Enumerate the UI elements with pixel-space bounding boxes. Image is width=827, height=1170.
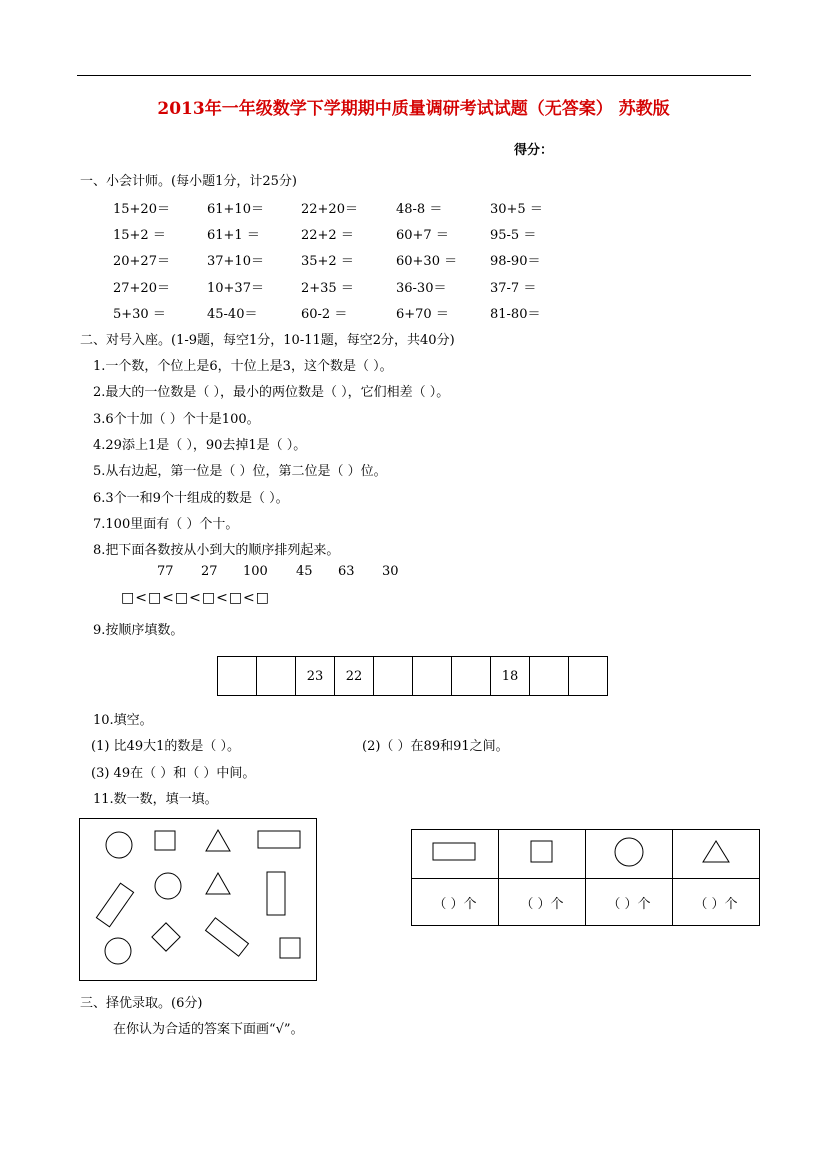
- question-10-3: (3) 49在（ ）和（ ）中间。: [91, 766, 256, 781]
- sequence-cell: 18: [491, 657, 530, 696]
- sequence-cell: 22: [335, 657, 374, 696]
- section3-instruction: 在你认为合适的答案下面画“√”。: [113, 1022, 304, 1037]
- top-rule: [77, 75, 751, 76]
- question-1: 1.一个数，个位上是6，十位上是3，这个数是（ ）。: [93, 359, 393, 374]
- question-5: 5.从右边起，第一位是（ ）位，第二位是（ ）位。: [93, 464, 387, 479]
- order-number: 63: [338, 564, 355, 579]
- arithmetic-item: 81-80＝: [490, 307, 541, 322]
- question-9: 9.按顺序填数。: [93, 623, 184, 638]
- square-icon: [531, 841, 552, 862]
- sequence-cell[interactable]: [413, 657, 452, 696]
- question-10: 10.填空。: [93, 713, 153, 728]
- arithmetic-item: 22+20＝: [301, 202, 358, 217]
- order-number: 100: [243, 564, 268, 579]
- circle-shape: [155, 873, 181, 899]
- sequence-cell[interactable]: [452, 657, 491, 696]
- arithmetic-item: 6+70 ＝: [396, 307, 449, 322]
- question-8: 8.把下面各数按从小到大的顺序排列起来。: [93, 543, 340, 558]
- arithmetic-item: 27+20＝: [113, 281, 170, 296]
- rectangle-shape: [96, 883, 133, 927]
- question-7: 7.100里面有（ ）个十。: [93, 517, 239, 532]
- order-number: 27: [201, 564, 218, 579]
- question-3: 3.6个十加（ ）个十是100。: [93, 412, 260, 427]
- arithmetic-item: 22+2 ＝: [301, 228, 354, 243]
- question-10-2: (2)（ ）在89和91之间。: [362, 739, 509, 754]
- arithmetic-item: 60+7 ＝: [396, 228, 449, 243]
- circle-shape: [106, 832, 132, 858]
- order-answer-boxes: □<□<□<□<□<□: [121, 590, 271, 606]
- arithmetic-item: 61+1 ＝: [207, 228, 260, 243]
- square-shape: [280, 938, 300, 958]
- sequence-cell[interactable]: [257, 657, 296, 696]
- count-header-rectangle: [412, 830, 499, 879]
- arithmetic-item: 36-30＝: [396, 281, 447, 296]
- circle-icon: [615, 838, 643, 866]
- score-label: 得分：: [514, 143, 554, 158]
- arithmetic-item: 20+27＝: [113, 254, 170, 269]
- arithmetic-item: 98-90＝: [490, 254, 541, 269]
- arithmetic-item: 37-7 ＝: [490, 281, 537, 296]
- order-number: 45: [296, 564, 313, 579]
- rectangle-shape: [267, 872, 285, 915]
- count-answer-rectangle[interactable]: （ ）个: [412, 879, 499, 926]
- count-answer-triangle[interactable]: （ ）个: [673, 879, 760, 926]
- arithmetic-item: 35+2 ＝: [301, 254, 354, 269]
- square-shape: [152, 923, 180, 951]
- triangle-shape: [206, 873, 230, 894]
- count-answer-circle[interactable]: （ ）个: [586, 879, 673, 926]
- count-header-triangle: [673, 830, 760, 879]
- page-title: 2013年一年级数学下学期期中质量调研考试试题（无答案） 苏教版: [157, 99, 670, 119]
- arithmetic-item: 5+30 ＝: [113, 307, 166, 322]
- section3-heading: 三、择优录取。(6分): [80, 996, 203, 1011]
- order-number: 77: [157, 564, 174, 579]
- sequence-cell[interactable]: [218, 657, 257, 696]
- arithmetic-item: 48-8 ＝: [396, 202, 443, 217]
- sequence-cell: 23: [296, 657, 335, 696]
- count-table: [411, 829, 760, 926]
- arithmetic-item: 60-2 ＝: [301, 307, 348, 322]
- sequence-cell[interactable]: [569, 657, 608, 696]
- circle-shape: [105, 938, 131, 964]
- arithmetic-item: 15+2 ＝: [113, 228, 166, 243]
- rectangle-icon: [433, 843, 475, 860]
- arithmetic-item: 45-40＝: [207, 307, 258, 322]
- rectangle-shape: [258, 831, 300, 848]
- arithmetic-item: 15+20＝: [113, 202, 170, 217]
- question-2: 2.最大的一位数是（ ），最小的两位数是（ ），它们相差（ ）。: [93, 385, 450, 400]
- sequence-table: [217, 656, 608, 696]
- question-6: 6.3个一和9个十组成的数是（ ）。: [93, 491, 289, 506]
- sequence-cell[interactable]: [374, 657, 413, 696]
- rectangle-shape: [206, 918, 249, 956]
- count-header-square: [499, 830, 586, 879]
- question-4: 4.29添上1是（ ），90去掉1是（ ）。: [93, 438, 307, 453]
- arithmetic-item: 61+10＝: [207, 202, 264, 217]
- question-10-1: (1) 比49大1的数是（ ）。: [91, 739, 240, 754]
- count-answer-square[interactable]: （ ）个: [499, 879, 586, 926]
- arithmetic-item: 30+5 ＝: [490, 202, 543, 217]
- section1-heading: 一、小会计师。(每小题1分，计25分): [80, 174, 297, 189]
- arithmetic-item: 95-5 ＝: [490, 228, 537, 243]
- arithmetic-item: 60+30 ＝: [396, 254, 458, 269]
- arithmetic-item: 10+37＝: [207, 281, 264, 296]
- triangle-icon: [703, 841, 729, 862]
- question-11: 11.数一数，填一填。: [93, 792, 218, 807]
- square-shape: [155, 831, 175, 850]
- order-number: 30: [382, 564, 399, 579]
- sequence-cell[interactable]: [530, 657, 569, 696]
- shapes-panel: [79, 818, 317, 981]
- arithmetic-item: 37+10＝: [207, 254, 264, 269]
- section2-heading: 二、对号入座。(1-9题，每空1分，10-11题，每空2分，共40分): [80, 333, 455, 348]
- triangle-shape: [206, 830, 230, 851]
- arithmetic-item: 2+35 ＝: [301, 281, 354, 296]
- count-header-circle: [586, 830, 673, 879]
